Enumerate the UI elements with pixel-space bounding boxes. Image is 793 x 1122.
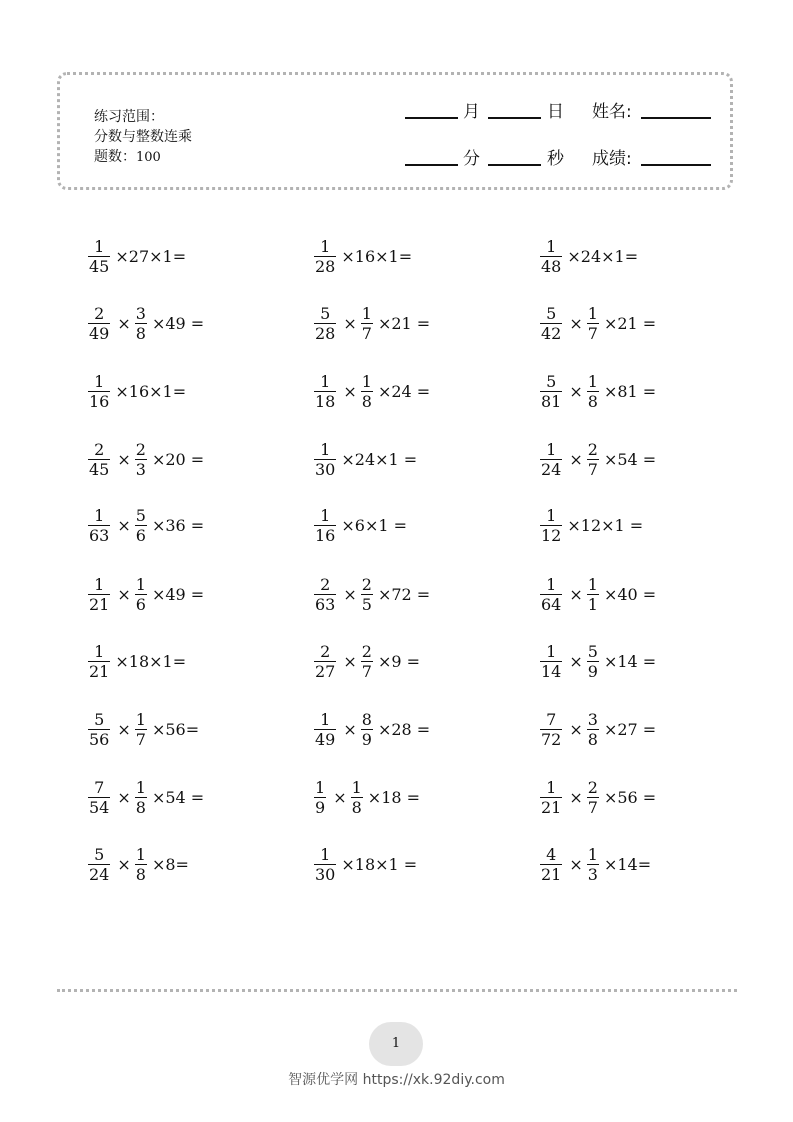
- numerator: 5: [320, 303, 331, 323]
- numerator: 5: [587, 641, 598, 661]
- numerator: 7: [546, 709, 557, 729]
- problem-item: [88, 636, 186, 686]
- fraction: [88, 642, 110, 681]
- denominator: 28: [315, 323, 336, 343]
- numerator: 1: [587, 303, 598, 323]
- denominator: 1: [587, 594, 598, 614]
- expression-rest: ×56=: [151, 719, 200, 739]
- expression-rest: ×27 =: [603, 719, 657, 739]
- denominator: 7: [361, 323, 372, 343]
- denominator: 24: [541, 459, 562, 479]
- fraction: [135, 710, 147, 749]
- times-sign: ×: [117, 515, 131, 535]
- expression-rest: ×49 =: [151, 313, 205, 333]
- times-sign: ×: [343, 313, 357, 333]
- expression-rest: ×21 =: [603, 313, 657, 333]
- problem-item: [314, 772, 420, 822]
- times-sign: ×: [343, 584, 357, 604]
- fraction: [540, 506, 562, 545]
- fraction: [361, 372, 373, 411]
- times-sign: ×: [343, 651, 357, 671]
- problem-item: [314, 434, 417, 484]
- times-sign: ×: [117, 719, 131, 739]
- expression-rest: ×20 =: [151, 449, 205, 469]
- expression-rest: ×16×1=: [115, 381, 187, 401]
- numerator: 2: [320, 574, 331, 594]
- times-sign: ×: [117, 313, 131, 333]
- expression-rest: ×14=: [603, 854, 652, 874]
- problem-item: [540, 366, 656, 416]
- month-blank[interactable]: [405, 117, 458, 119]
- day-blank[interactable]: [488, 117, 541, 119]
- fraction: [135, 575, 147, 614]
- expression-rest: ×21 =: [377, 313, 431, 333]
- problem-item: [314, 569, 430, 619]
- numerator: 2: [94, 439, 105, 459]
- numerator: 1: [315, 777, 326, 797]
- problem-item: [88, 298, 204, 348]
- fraction: [88, 778, 110, 817]
- range-value: 分数与整数连乘: [94, 129, 192, 145]
- day-label: 日: [547, 102, 564, 122]
- numerator: 1: [320, 371, 331, 391]
- minute-blank[interactable]: [405, 164, 458, 166]
- numerator: 1: [546, 641, 557, 661]
- denominator: 8: [361, 391, 372, 411]
- problem-item: [88, 772, 204, 822]
- numerator: 1: [587, 844, 598, 864]
- denominator: 21: [89, 661, 110, 681]
- second-label: 秒: [547, 149, 564, 169]
- denominator: 63: [89, 525, 110, 545]
- denominator: 18: [315, 391, 336, 411]
- problem-item: [88, 500, 204, 550]
- problem-item: [314, 366, 430, 416]
- numerator: 5: [94, 709, 105, 729]
- fraction: [135, 845, 147, 884]
- problem-item: [540, 839, 651, 889]
- times-sign: ×: [569, 584, 583, 604]
- numerator: 2: [94, 303, 105, 323]
- problem-item: [314, 231, 412, 281]
- numerator: 1: [546, 777, 557, 797]
- fraction: [540, 710, 562, 749]
- header-box: [57, 72, 733, 190]
- times-sign: ×: [569, 651, 583, 671]
- problem-item: [540, 231, 638, 281]
- fraction: [314, 372, 336, 411]
- numerator: 1: [546, 574, 557, 594]
- problem-item: [540, 500, 643, 550]
- problem-item: [88, 839, 189, 889]
- fraction: [314, 440, 336, 479]
- numerator: 1: [94, 236, 105, 256]
- expression-rest: ×24×1=: [567, 246, 639, 266]
- expression-rest: ×12×1 =: [567, 515, 644, 535]
- numerator: 4: [546, 844, 557, 864]
- fraction: [88, 440, 110, 479]
- problem-item: [88, 366, 186, 416]
- problem-item: [88, 434, 204, 484]
- numerator: 2: [361, 574, 372, 594]
- fill-in-fields: [60, 75, 730, 187]
- numerator: 1: [94, 371, 105, 391]
- fraction: [361, 710, 373, 749]
- fraction: [314, 304, 336, 343]
- numerator: 7: [94, 777, 105, 797]
- fraction: [135, 304, 147, 343]
- denominator: 24: [89, 864, 110, 884]
- fraction: [361, 642, 373, 681]
- expression-rest: ×14 =: [603, 651, 657, 671]
- fraction: [587, 845, 599, 884]
- denominator: 48: [541, 256, 562, 276]
- numerator: 8: [361, 709, 372, 729]
- times-sign: ×: [117, 854, 131, 874]
- denominator: 21: [541, 864, 562, 884]
- problem-item: [88, 569, 204, 619]
- times-sign: ×: [569, 854, 583, 874]
- numerator: 2: [135, 439, 146, 459]
- fraction: [587, 372, 599, 411]
- denominator: 64: [541, 594, 562, 614]
- denominator: 7: [587, 797, 598, 817]
- numerator: 1: [94, 574, 105, 594]
- times-sign: ×: [117, 787, 131, 807]
- fraction: [361, 575, 373, 614]
- fraction: [88, 506, 110, 545]
- numerator: 1: [94, 505, 105, 525]
- denominator: 8: [135, 323, 146, 343]
- times-sign: ×: [569, 313, 583, 333]
- page-number: 1: [369, 1022, 423, 1066]
- expression-rest: ×81 =: [603, 381, 657, 401]
- expression-rest: ×6×1 =: [341, 515, 408, 535]
- score-blank[interactable]: [641, 164, 711, 166]
- numerator: 1: [320, 844, 331, 864]
- fraction: [540, 440, 562, 479]
- expression-rest: ×18 =: [367, 787, 421, 807]
- numerator: 1: [361, 303, 372, 323]
- fraction: [88, 575, 110, 614]
- numerator: 1: [135, 777, 146, 797]
- denominator: 16: [89, 391, 110, 411]
- fraction: [88, 710, 110, 749]
- name-label: 姓名:: [592, 102, 632, 122]
- denominator: 45: [89, 256, 110, 276]
- range-label: 练习范围：: [94, 109, 164, 125]
- denominator: 63: [315, 594, 336, 614]
- minute-label: 分: [463, 149, 480, 169]
- denominator: 54: [89, 797, 110, 817]
- fraction: [314, 710, 336, 749]
- denominator: 81: [541, 391, 562, 411]
- fraction: [540, 237, 562, 276]
- fraction: [314, 506, 336, 545]
- fraction: [587, 440, 599, 479]
- problem-item: [314, 839, 417, 889]
- expression-rest: ×49 =: [151, 584, 205, 604]
- numerator: 1: [361, 371, 372, 391]
- denominator: 72: [541, 729, 562, 749]
- dotted-divider: [57, 989, 737, 992]
- fraction: [351, 778, 363, 817]
- numerator: 1: [320, 505, 331, 525]
- numerator: 5: [546, 303, 557, 323]
- denominator: 27: [315, 661, 336, 681]
- denominator: 8: [587, 391, 598, 411]
- fraction: [88, 372, 110, 411]
- problem-item: [314, 500, 407, 550]
- times-sign: ×: [117, 584, 131, 604]
- expression-rest: ×36 =: [151, 515, 205, 535]
- numerator: 5: [135, 505, 146, 525]
- expression-rest: ×16×1=: [341, 246, 413, 266]
- times-sign: ×: [569, 787, 583, 807]
- denominator: 30: [315, 459, 336, 479]
- denominator: 45: [89, 459, 110, 479]
- denominator: 16: [315, 525, 336, 545]
- denominator: 14: [541, 661, 562, 681]
- denominator: 49: [89, 323, 110, 343]
- footer-text: 智源优学网 https://xk.92diy.com: [288, 1072, 505, 1088]
- denominator: 7: [135, 729, 146, 749]
- numerator: 1: [135, 844, 146, 864]
- numerator: 1: [94, 641, 105, 661]
- fraction: [587, 710, 599, 749]
- fraction: [314, 778, 326, 817]
- expression-rest: ×28 =: [377, 719, 431, 739]
- fraction: [540, 304, 562, 343]
- denominator: 5: [361, 594, 372, 614]
- numerator: 1: [320, 709, 331, 729]
- expression-rest: ×18×1=: [115, 651, 187, 671]
- times-sign: ×: [343, 381, 357, 401]
- numerator: 1: [351, 777, 362, 797]
- numerator: 1: [546, 236, 557, 256]
- problem-item: [540, 636, 656, 686]
- expression-rest: ×54 =: [603, 449, 657, 469]
- fraction: [587, 642, 599, 681]
- times-sign: ×: [117, 449, 131, 469]
- expression-rest: ×8=: [151, 854, 189, 874]
- fraction: [587, 575, 599, 614]
- expression-rest: ×54 =: [151, 787, 205, 807]
- fraction: [540, 845, 562, 884]
- denominator: 7: [361, 661, 372, 681]
- denominator: 7: [587, 459, 598, 479]
- fraction: [540, 372, 562, 411]
- expression-rest: ×18×1 =: [341, 854, 418, 874]
- denominator: 49: [315, 729, 336, 749]
- denominator: 3: [135, 459, 146, 479]
- fraction: [88, 845, 110, 884]
- denominator: 8: [587, 729, 598, 749]
- numerator: 1: [546, 439, 557, 459]
- fraction: [540, 642, 562, 681]
- name-blank[interactable]: [641, 117, 711, 119]
- times-sign: ×: [333, 787, 347, 807]
- numerator: 5: [546, 371, 557, 391]
- expression-rest: ×40 =: [603, 584, 657, 604]
- numerator: 1: [135, 709, 146, 729]
- problem-item: [314, 298, 430, 348]
- second-blank[interactable]: [488, 164, 541, 166]
- numerator: 2: [587, 777, 598, 797]
- numerator: 1: [320, 236, 331, 256]
- fraction: [314, 575, 336, 614]
- problem-item: [540, 434, 656, 484]
- problem-item: [314, 704, 430, 754]
- denominator: 8: [135, 864, 146, 884]
- times-sign: ×: [569, 719, 583, 739]
- times-sign: ×: [569, 381, 583, 401]
- numerator: 3: [587, 709, 598, 729]
- fraction: [361, 304, 373, 343]
- count-value: 100: [136, 150, 161, 165]
- denominator: 30: [315, 864, 336, 884]
- problem-item: [540, 772, 656, 822]
- expression-rest: ×27×1=: [115, 246, 187, 266]
- problem-item: [540, 704, 656, 754]
- denominator: 7: [587, 323, 598, 343]
- expression-rest: ×56 =: [603, 787, 657, 807]
- numerator: 1: [135, 574, 146, 594]
- expression-rest: ×24×1 =: [341, 449, 418, 469]
- numerator: 2: [587, 439, 598, 459]
- fraction: [314, 237, 336, 276]
- fraction: [314, 845, 336, 884]
- denominator: 3: [587, 864, 598, 884]
- fraction: [540, 778, 562, 817]
- fraction: [314, 642, 336, 681]
- denominator: 42: [541, 323, 562, 343]
- fraction: [88, 237, 110, 276]
- score-label: 成绩:: [592, 149, 632, 169]
- denominator: 9: [315, 797, 326, 817]
- numerator: 1: [587, 371, 598, 391]
- times-sign: ×: [343, 719, 357, 739]
- fraction: [587, 778, 599, 817]
- denominator: 9: [587, 661, 598, 681]
- expression-rest: ×9 =: [377, 651, 421, 671]
- fraction: [540, 575, 562, 614]
- denominator: 6: [135, 594, 146, 614]
- numerator: 3: [135, 303, 146, 323]
- denominator: 21: [541, 797, 562, 817]
- problem-item: [88, 704, 199, 754]
- numerator: 1: [320, 439, 331, 459]
- times-sign: ×: [569, 449, 583, 469]
- denominator: 8: [135, 797, 146, 817]
- fraction: [135, 440, 147, 479]
- problem-item: [540, 569, 656, 619]
- numerator: 1: [546, 505, 557, 525]
- problem-item: [88, 231, 186, 281]
- count-label: 题数：: [94, 149, 136, 165]
- denominator: 21: [89, 594, 110, 614]
- expression-rest: ×72 =: [377, 584, 431, 604]
- numerator: 1: [587, 574, 598, 594]
- numerator: 5: [94, 844, 105, 864]
- denominator: 6: [135, 525, 146, 545]
- fraction: [88, 304, 110, 343]
- denominator: 8: [351, 797, 362, 817]
- fraction: [135, 778, 147, 817]
- denominator: 12: [541, 525, 562, 545]
- expression-rest: ×24 =: [377, 381, 431, 401]
- denominator: 9: [361, 729, 372, 749]
- fraction: [135, 506, 147, 545]
- problem-item: [540, 298, 656, 348]
- problem-item: [314, 636, 420, 686]
- denominator: 28: [315, 256, 336, 276]
- numerator: 2: [361, 641, 372, 661]
- denominator: 56: [89, 729, 110, 749]
- fraction: [587, 304, 599, 343]
- numerator: 2: [320, 641, 331, 661]
- month-label: 月: [463, 102, 480, 122]
